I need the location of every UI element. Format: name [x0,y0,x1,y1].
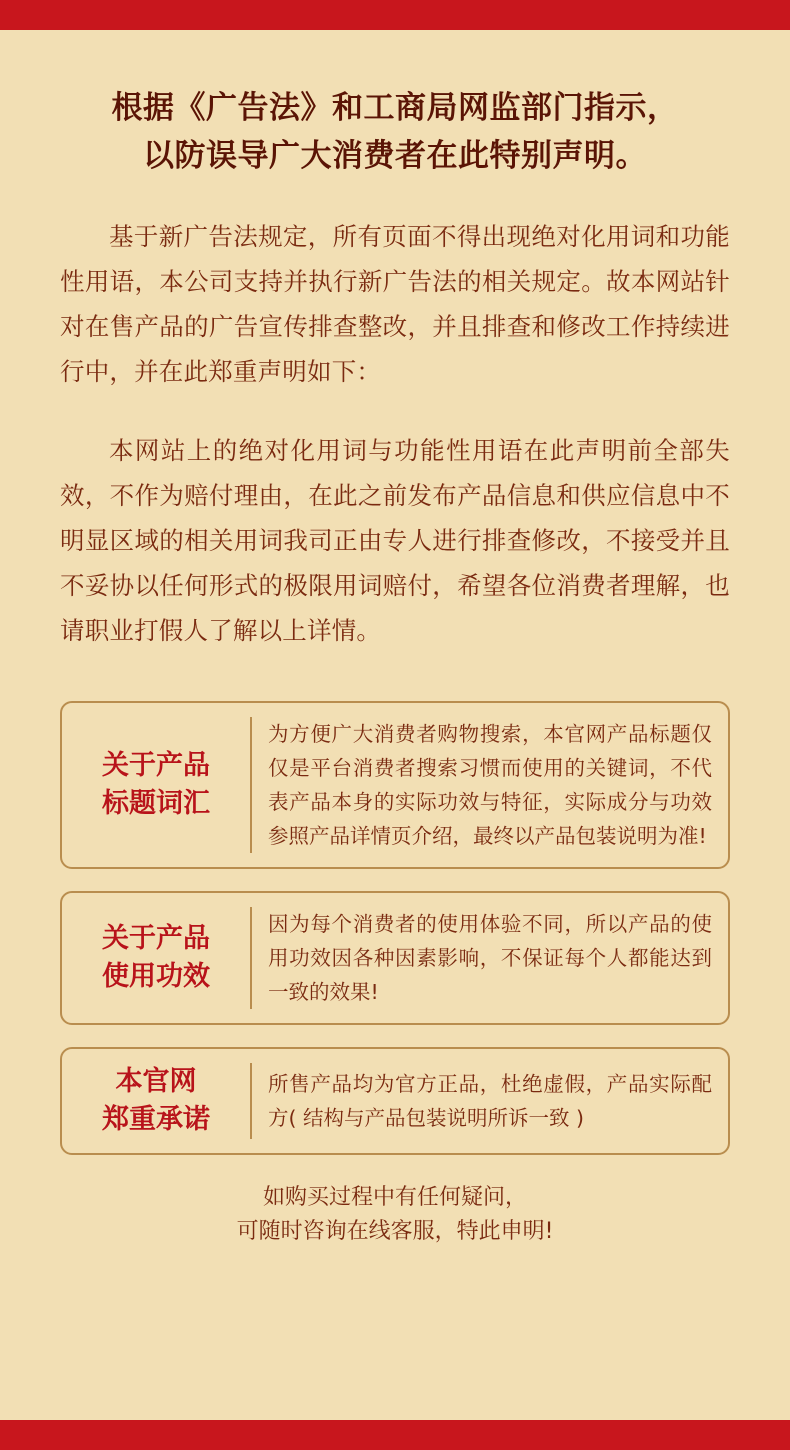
statement-card-title [72,717,252,853]
footer-note-line-1: 如购买过程中有任何疑问， [262,1185,527,1210]
statement-card-body-text: 因为每个消费者的使用体验不同，所以产品的使用功效因各种因素影响，不保证每个人都能达到一致的效果! [268,912,712,1004]
statement-card-title [72,907,252,1009]
page-title [60,84,730,180]
footer-note-line-2: 可随时咨询在线客服，特此申明! [236,1219,554,1244]
statement-card-body [252,717,712,853]
page-title-line-1: 根据《广告法》和工商局网监部门指示， [111,90,679,126]
statement-card-body-text: 为方便广大消费者购物搜索，本官网产品标题仅仅是平台消费者搜索习惯而使用的关键词，不代表产品本身的实际功效与特征，实际成分与功效参照产品详情页介绍，最终以产品包装说明为准! [268,722,712,848]
statement-card-title [72,1063,252,1139]
statement-paragraph-2: 本网站上的绝对化用词与功能性用语在此声明前全部失效，不作为赔付理由，在此之前发布产品信息和供应信息中不明显区域的相关用词我司正由专人进行排查修改，不接受并且不妥协以任何形式的极限用词赔付，希望各位消费者理解，也请职业打假人了解以上详情。 [60,436,730,645]
statement-card-title-line-1: 本官网 [115,1066,197,1097]
statement-card-title-line-2: 郑重承诺 [102,1104,210,1135]
statement-card-body [252,907,712,1009]
statement-card-title-line-1: 关于产品 [102,750,210,781]
statement-card-title-line-2: 标题词汇 [102,788,210,819]
statement-card [60,1047,730,1155]
statement-paragraph-1: 基于新广告法规定，所有页面不得出现绝对化用词和功能性用语，本公司支持并执行新广告法的相关规定。故本网站针对在售产品的广告宣传排查整改，并且排查和修改工作持续进行中，并在此郑重声明如下： [60,222,730,386]
footer-note [60,1181,730,1249]
statement-card [60,701,730,869]
statement-card-body [252,1063,712,1139]
declaration-panel [0,30,790,1420]
statement-card-list [60,701,730,1155]
statement-card-title-line-2: 使用功效 [102,961,210,992]
statement-card-body-text: 所售产品均为官方正品，杜绝虚假，产品实际配方( 结构与产品包装说明所诉一致 ) [268,1072,712,1130]
statement-card-title-line-1: 关于产品 [102,923,210,954]
statement-card [60,891,730,1025]
page-title-line-2: 以防误导广大消费者在此特别声明。 [143,138,647,174]
